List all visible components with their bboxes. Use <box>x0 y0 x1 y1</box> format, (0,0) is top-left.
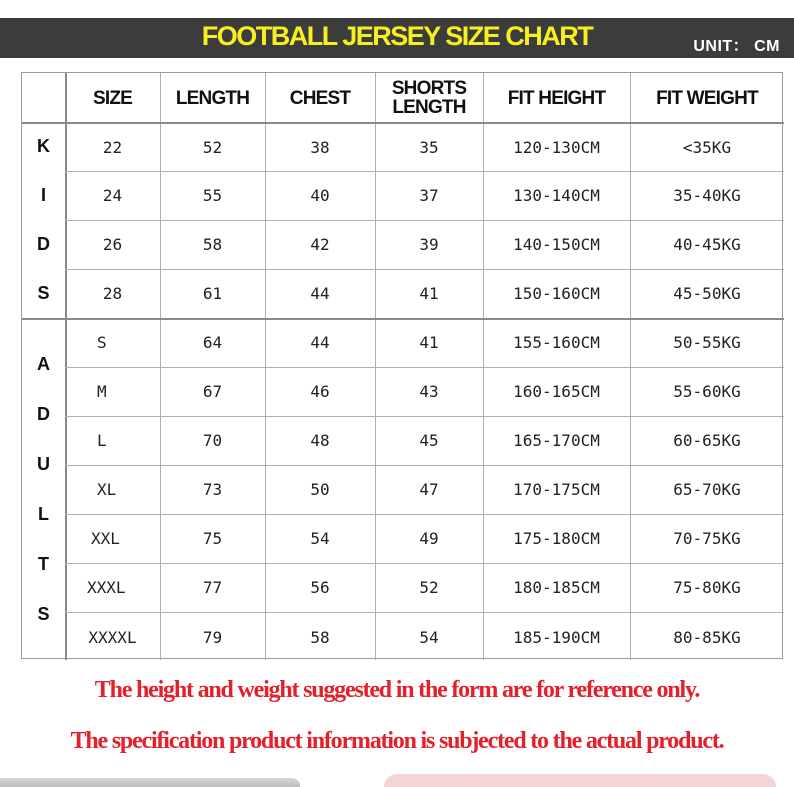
fit-height-cell: 140-150CM <box>513 235 600 254</box>
shorts-length-cell: 35 <box>419 137 439 157</box>
chest-cell: 58 <box>310 627 330 647</box>
fit-height-cell: 180-185CM <box>513 578 600 597</box>
shorts-length-cell: 52 <box>419 578 439 597</box>
chest-cell: 46 <box>310 382 330 401</box>
shorts-length-cell: 41 <box>419 333 439 352</box>
fit-height-cell: 160-165CM <box>513 382 600 401</box>
size-chart-table <box>21 72 783 659</box>
fit-weight-cell: 70-75KG <box>673 529 741 548</box>
fit-height-cell: 170-175CM <box>513 480 600 499</box>
length-cell: 52 <box>202 137 223 157</box>
adults-group-letter: U <box>37 454 50 474</box>
length-cell: 64 <box>202 333 223 352</box>
bottom-decoration-right <box>384 774 776 787</box>
size-cell: XL <box>97 480 117 499</box>
chest-cell: 44 <box>310 333 330 352</box>
shorts-length-cell: 45 <box>419 431 439 450</box>
fit-weight-header: FIT WEIGHT <box>656 87 758 109</box>
fit-weight-cell: 65-70KG <box>673 480 741 499</box>
adults-group-letter: S <box>37 604 50 624</box>
adults-group-letter: A <box>37 354 50 374</box>
size-cell: 22 <box>102 137 123 157</box>
length-cell: 75 <box>202 529 223 548</box>
length-cell: 79 <box>202 627 223 647</box>
length-cell: 55 <box>202 186 223 205</box>
size-cell: M <box>97 382 107 401</box>
size-cell: L <box>97 431 107 450</box>
shorts-length-cell: 47 <box>419 480 439 499</box>
size-cell: XXL <box>91 529 120 548</box>
length-cell: 61 <box>202 284 223 303</box>
fit-weight-cell: 60-65KG <box>673 431 741 450</box>
shorts-length-cell: 49 <box>419 529 439 548</box>
chest-cell: 42 <box>310 235 330 254</box>
shorts-length-cell: 37 <box>419 186 439 205</box>
fit-weight-cell: 35-40KG <box>673 186 741 205</box>
bottom-decoration-left <box>0 778 300 787</box>
size-cell: 26 <box>102 235 123 254</box>
length-header: LENGTH <box>175 87 250 109</box>
shorts-length-cell: 39 <box>419 235 439 254</box>
fit-height-cell: 150-160CM <box>513 284 600 303</box>
chest-cell: 48 <box>310 431 330 450</box>
fit-height-cell: 155-160CM <box>513 333 600 352</box>
size-cell: XXXXL <box>88 627 137 647</box>
fit-height-cell: 175-180CM <box>513 529 600 548</box>
fit-height-cell: 120-130CM <box>513 137 600 157</box>
fit-weight-cell: 80-85KG <box>673 627 741 647</box>
fit-weight-cell: 45-50KG <box>673 284 741 303</box>
fit-height-cell: 165-170CM <box>513 431 600 450</box>
chest-header: CHEST <box>289 87 351 109</box>
adults-group-letter: L <box>38 504 49 524</box>
kids-group-letter: I <box>40 184 46 205</box>
length-cell: 77 <box>202 578 223 597</box>
chest-cell: 44 <box>310 284 330 303</box>
fit-weight-cell: 55-60KG <box>673 382 741 401</box>
chest-cell: 38 <box>310 137 330 157</box>
size-cell: 28 <box>102 284 123 303</box>
length-cell: 70 <box>202 431 223 450</box>
title-bar <box>0 18 794 58</box>
fit-height-cell: 185-190CM <box>513 627 600 647</box>
kids-group-letter: S <box>37 282 50 303</box>
chest-cell: 50 <box>310 480 330 499</box>
reference-note: The height and weight suggested in the form are for reference only. <box>94 677 700 703</box>
size-cell: 24 <box>102 186 123 205</box>
fit-weight-cell: 40-45KG <box>673 235 741 254</box>
chest-cell: 56 <box>310 578 330 597</box>
adults-group-letter: T <box>38 554 49 574</box>
page-title: FOOTBALL JERSEY SIZE CHART <box>201 21 593 51</box>
length-cell: 58 <box>202 235 223 254</box>
size-header: SIZE <box>92 87 133 109</box>
shorts-length-cell: 43 <box>419 382 439 401</box>
shorts-length-header: SHORTS LENGTH <box>391 78 467 118</box>
length-cell: 73 <box>202 480 223 499</box>
fit-weight-cell: <35KG <box>682 137 732 157</box>
specification-note: The specification product information is subjected to the actual product. <box>70 728 724 754</box>
fit-height-header: FIT HEIGHT <box>507 87 606 109</box>
size-cell: XXXL <box>87 578 126 597</box>
fit-height-cell: 130-140CM <box>513 186 600 205</box>
chest-cell: 40 <box>310 186 330 205</box>
chest-cell: 54 <box>310 529 330 548</box>
unit-label: UNIT： CM <box>693 38 780 55</box>
kids-group-letter: D <box>37 233 50 254</box>
shorts-length-cell: 54 <box>419 627 439 647</box>
length-cell: 67 <box>202 382 223 401</box>
size-cell: S <box>97 333 107 352</box>
kids-group-letter: K <box>37 136 50 156</box>
shorts-length-cell: 41 <box>419 284 439 303</box>
adults-group-letter: D <box>37 404 50 424</box>
fit-weight-cell: 50-55KG <box>673 333 741 352</box>
fit-weight-cell: 75-80KG <box>673 578 741 597</box>
